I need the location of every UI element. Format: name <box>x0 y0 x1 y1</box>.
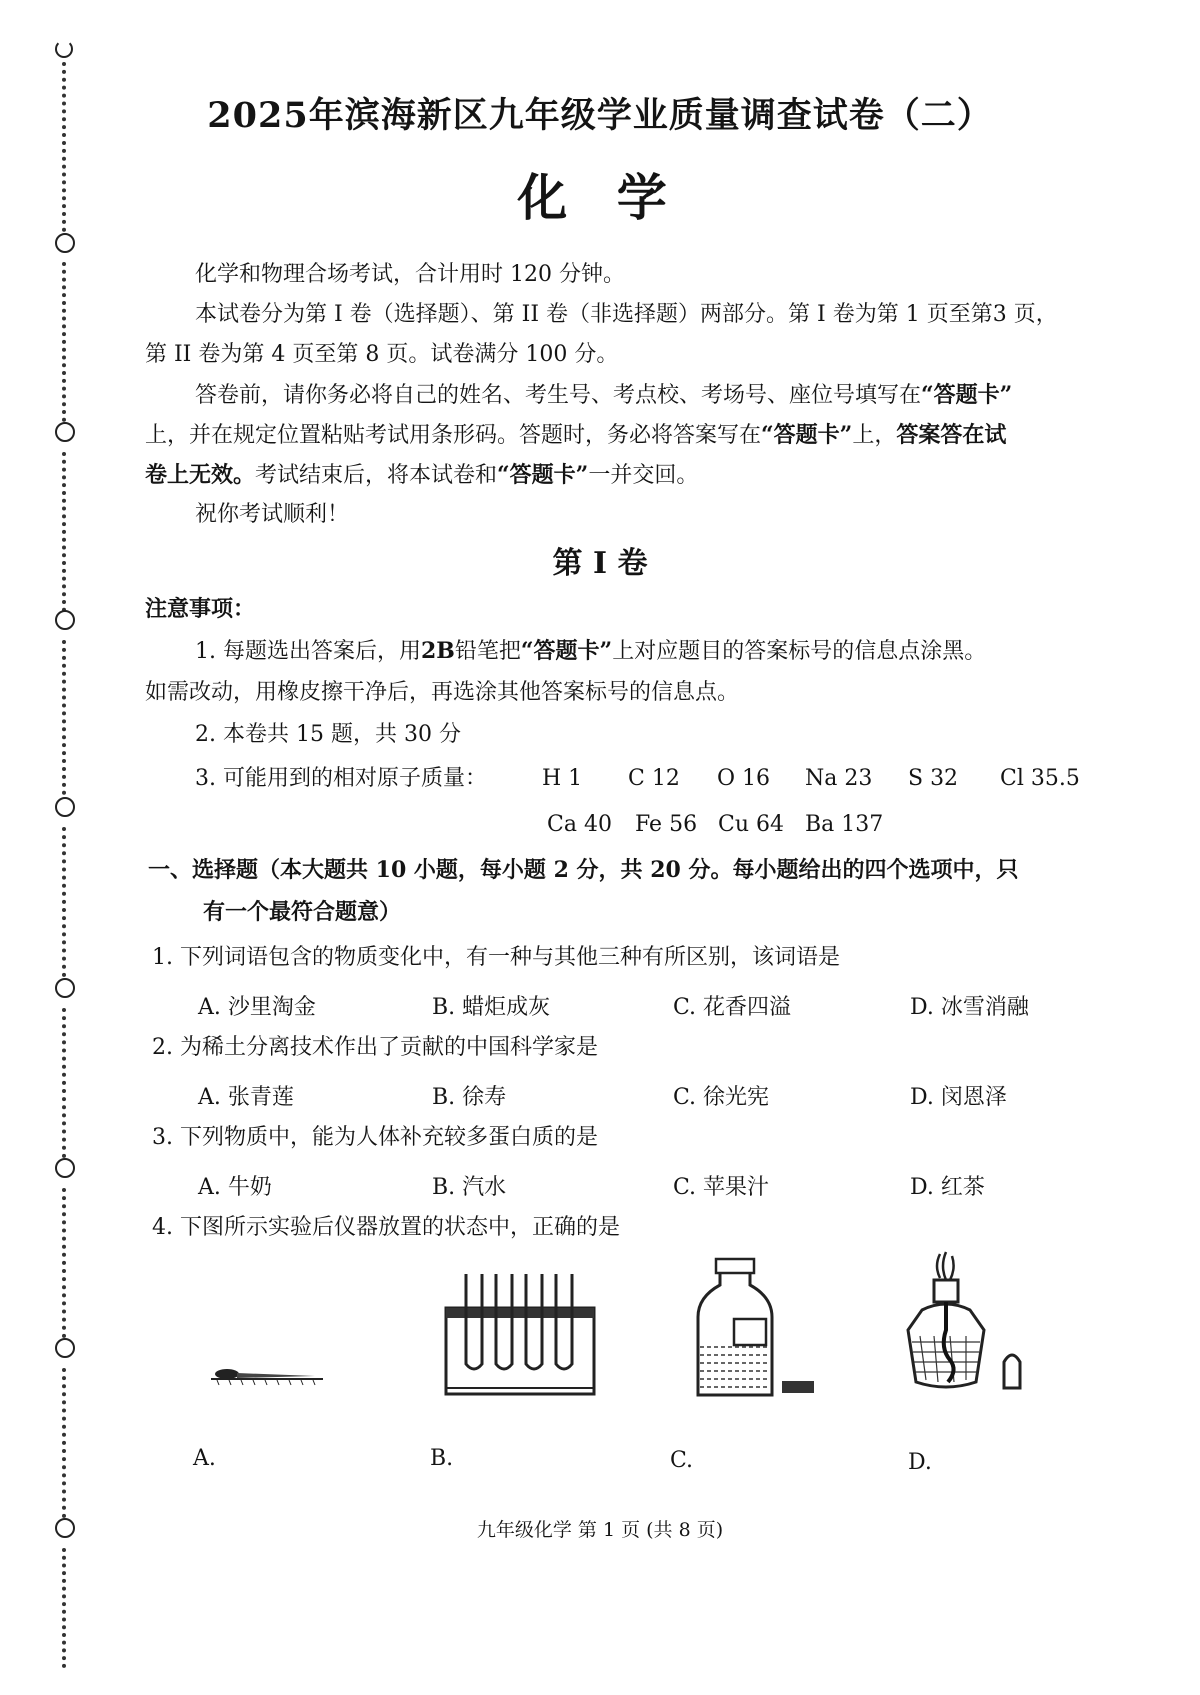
note-3-label: 3. 可能用到的相对原子质量： <box>195 766 487 791</box>
binding-circle <box>55 422 75 442</box>
binding-dots <box>62 1368 66 1518</box>
q3-option-a: A. 牛奶 <box>198 1175 272 1200</box>
binding-circle <box>55 1338 75 1358</box>
q2-option-c: C. 徐光宪 <box>673 1085 770 1110</box>
q2-option-a: A. 张青莲 <box>198 1085 294 1110</box>
binding-margin <box>50 40 80 1670</box>
question-3-stem: 3. 下列物质中，能为人体补充较多蛋白质的是 <box>152 1125 598 1150</box>
answer-card-term: “答题卡” <box>921 382 1013 408</box>
q1-option-b: B. 蜡炬成灰 <box>432 995 551 1020</box>
note-text: 上对应题目的答案标号的信息点涂黑。 <box>612 639 987 664</box>
atomic-mass-o: O 16 <box>717 766 771 791</box>
answer-card-term: “答题卡” <box>761 422 853 448</box>
q4-option-b: B. <box>430 1446 454 1471</box>
subject-title: 化 学 <box>517 168 683 227</box>
reagent-bottle-icon <box>690 1255 820 1400</box>
binding-dots <box>62 1188 66 1338</box>
binding-circle <box>55 610 75 630</box>
part1-heading-line-1: 一、选择题（本大题共 10 小题，每小题 2 分，共 20 分。每小题给出的四个选项中，只 <box>148 857 1019 883</box>
answer-card-term: “答题卡” <box>497 462 589 488</box>
atomic-mass-cl: Cl 35.5 <box>1000 766 1080 791</box>
intro-text: 答卷前，请你务必将自己的姓名、考生号、考点校、考场号、座位号填写在 <box>195 383 922 408</box>
intro-text: 一并交回。 <box>588 463 699 488</box>
test-tube-rack-icon <box>440 1268 600 1398</box>
note-1-line-2: 如需改动，用橡皮擦干净后，再选涂其他答案标号的信息点。 <box>145 680 740 705</box>
intro-line-2: 本试卷分为第 I 卷（选择题）、第 II 卷（非选择题）两部分。第 I 卷为第 1 页至第3 页， <box>195 302 1058 327</box>
atomic-mass-ba: Ba 137 <box>805 812 884 837</box>
question-2-stem: 2. 为稀土分离技术作出了贡献的中国科学家是 <box>152 1035 598 1060</box>
exam-title: 2025年滨海新区九年级学业质量调查试卷（二） <box>207 95 993 136</box>
q2-option-b: B. 徐寿 <box>432 1085 507 1110</box>
atomic-mass-cu: Cu 64 <box>718 812 784 837</box>
atomic-mass-s: S 32 <box>908 766 959 791</box>
warning-text: 答案答在试 <box>896 422 1007 448</box>
intro-line-1: 化学和物理合场考试，合计用时 120 分钟。 <box>195 262 625 287</box>
intro-line-7: 祝你考试顺利！ <box>195 502 350 527</box>
q3-option-c: C. 苹果汁 <box>673 1175 770 1200</box>
binding-circle <box>55 233 75 253</box>
intro-text: 上， <box>852 423 897 448</box>
binding-dots <box>62 827 66 977</box>
binding-circle <box>55 40 73 58</box>
q4-option-d: D. <box>908 1450 932 1475</box>
question-1-stem: 1. 下列词语包含的物质变化中，有一种与其他三种有所区别，该词语是 <box>152 945 840 970</box>
binding-dots <box>62 640 66 795</box>
binding-dots <box>62 262 66 422</box>
binding-dots <box>62 1008 66 1158</box>
binding-dots <box>62 452 66 612</box>
atomic-mass-na: Na 23 <box>805 766 873 791</box>
intro-line-4 <box>195 382 1012 409</box>
binding-circle <box>55 1158 75 1178</box>
notes-heading: 注意事项： <box>145 596 256 622</box>
atomic-mass-ca: Ca 40 <box>547 812 612 837</box>
binding-circle <box>55 978 75 998</box>
intro-line-3: 第 II 卷为第 4 页至第 8 页。试卷满分 100 分。 <box>145 342 619 367</box>
q1-option-c: C. 花香四溢 <box>673 995 792 1020</box>
q1-option-a: A. 沙里淘金 <box>198 995 316 1020</box>
page-footer: 九年级化学 第 1 页 (共 8 页) <box>476 1519 724 1541</box>
intro-line-6 <box>145 462 698 489</box>
q4-option-a: A. <box>193 1446 216 1471</box>
intro-line-5 <box>145 422 1006 449</box>
question-4-stem: 4. 下图所示实验后仪器放置的状态中，正确的是 <box>152 1215 620 1240</box>
atomic-mass-fe: Fe 56 <box>635 812 698 837</box>
dropper-on-table-icon <box>205 1355 330 1390</box>
pencil-grade: 2B <box>420 638 455 664</box>
note-text: 1. 每题选出答案后，用 <box>195 639 421 664</box>
note-text: 铅笔把 <box>454 639 521 664</box>
q1-option-d: D. 冰雪消融 <box>910 995 1029 1020</box>
binding-dots <box>62 1548 66 1668</box>
answer-card-term: “答题卡” <box>520 638 613 664</box>
note-2: 2. 本卷共 15 题，共 30 分 <box>195 722 461 747</box>
q2-option-d: D. 闵恩泽 <box>910 1085 1007 1110</box>
section-title: 第 I 卷 <box>552 546 648 581</box>
atomic-mass-c: C 12 <box>628 766 680 791</box>
note-1 <box>195 638 986 665</box>
binding-circle <box>55 797 75 817</box>
part1-heading-line-2: 有一个最符合题意） <box>203 899 402 925</box>
atomic-mass-h: H 1 <box>542 766 583 791</box>
alcohol-lamp-icon <box>900 1250 1030 1400</box>
q4-option-c: C. <box>670 1448 694 1473</box>
intro-text: 考试结束后，将本试卷和 <box>255 463 498 488</box>
q3-option-b: B. 汽水 <box>432 1175 507 1200</box>
warning-text: 卷上无效。 <box>145 462 256 488</box>
intro-text: 上，并在规定位置粘贴考试用条形码。答题时，务必将答案写在 <box>145 423 762 448</box>
q3-option-d: D. 红茶 <box>910 1175 985 1200</box>
